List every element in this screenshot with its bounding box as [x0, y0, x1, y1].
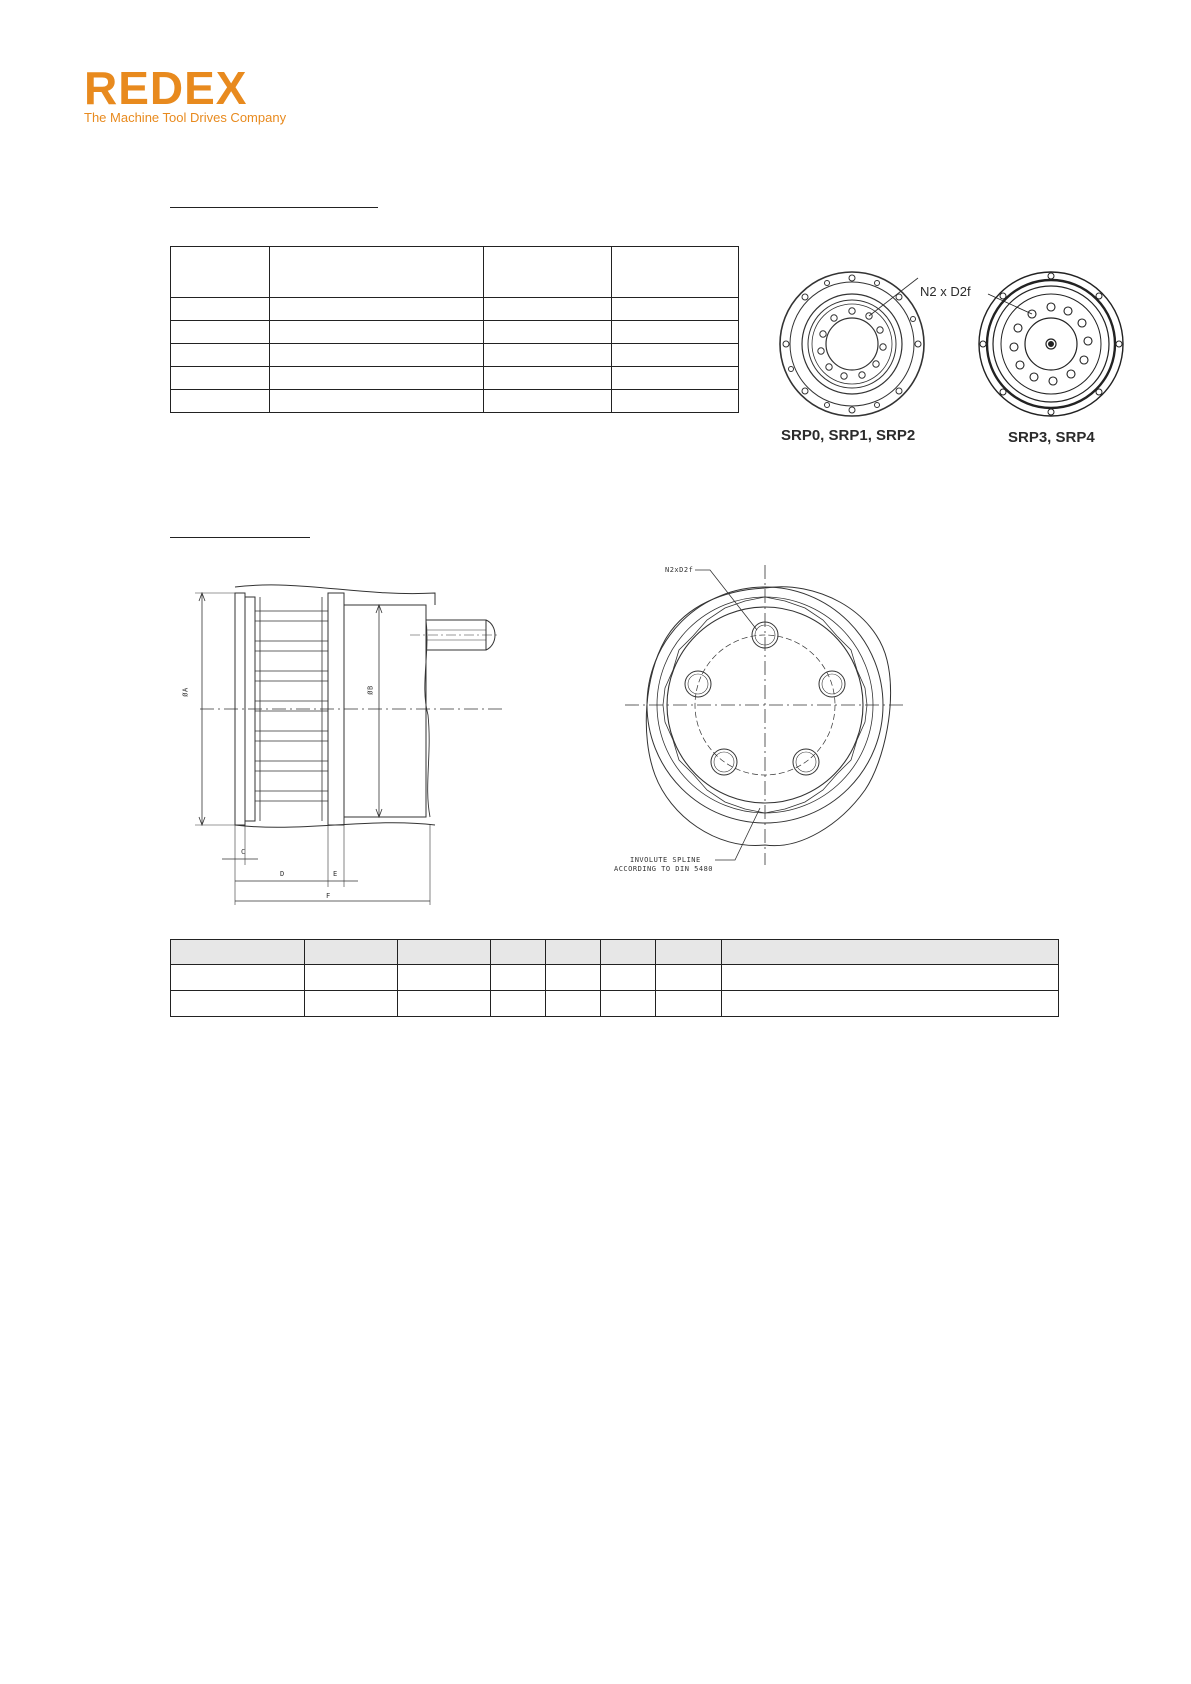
flange-srp0-srp2-drawing: [780, 272, 924, 416]
caption-srp3-srp4: SRP3, SRP4: [1008, 429, 1095, 446]
table-header-row: [171, 247, 739, 298]
logo-tagline: The Machine Tool Drives Company: [84, 110, 287, 125]
spline-note-line-1: INVOLUTE SPLINE: [630, 856, 701, 864]
table-row: [171, 390, 739, 413]
dim-label-b: ØB: [366, 685, 375, 695]
section-heading-underline-1: [170, 207, 378, 208]
side-section-drawing: [180, 575, 540, 910]
flange-srp3-srp4-drawing: [979, 272, 1123, 416]
dim-label-e: E: [333, 870, 338, 878]
dim-label-c: C: [241, 848, 246, 856]
dim-label-f: F: [326, 892, 331, 900]
table-row: [171, 965, 1059, 991]
spline-note-line-2: ACCORDING TO DIN 5480: [614, 865, 714, 873]
table-row: [171, 298, 739, 321]
spline-front-view-drawing: [615, 560, 915, 870]
table-row: [171, 344, 739, 367]
table-row: [171, 991, 1059, 1017]
company-logo: [84, 62, 294, 125]
table-row: [171, 321, 739, 344]
dim-label-a: ØA: [181, 687, 190, 697]
spline-callout-label: N2xD2f: [665, 566, 694, 574]
table-row: [171, 367, 739, 390]
section-heading-underline-2: [170, 537, 310, 538]
caption-srp0-srp2: SRP0, SRP1, SRP2: [781, 427, 916, 444]
table-header-row: [171, 940, 1059, 965]
logo-wordmark: REDEX: [84, 62, 248, 114]
spec-table-1: [170, 246, 739, 413]
spec-table-2: [170, 939, 1059, 1017]
dim-label-d: D: [280, 870, 285, 878]
flange-callout-label: N2 x D2f: [920, 284, 971, 299]
